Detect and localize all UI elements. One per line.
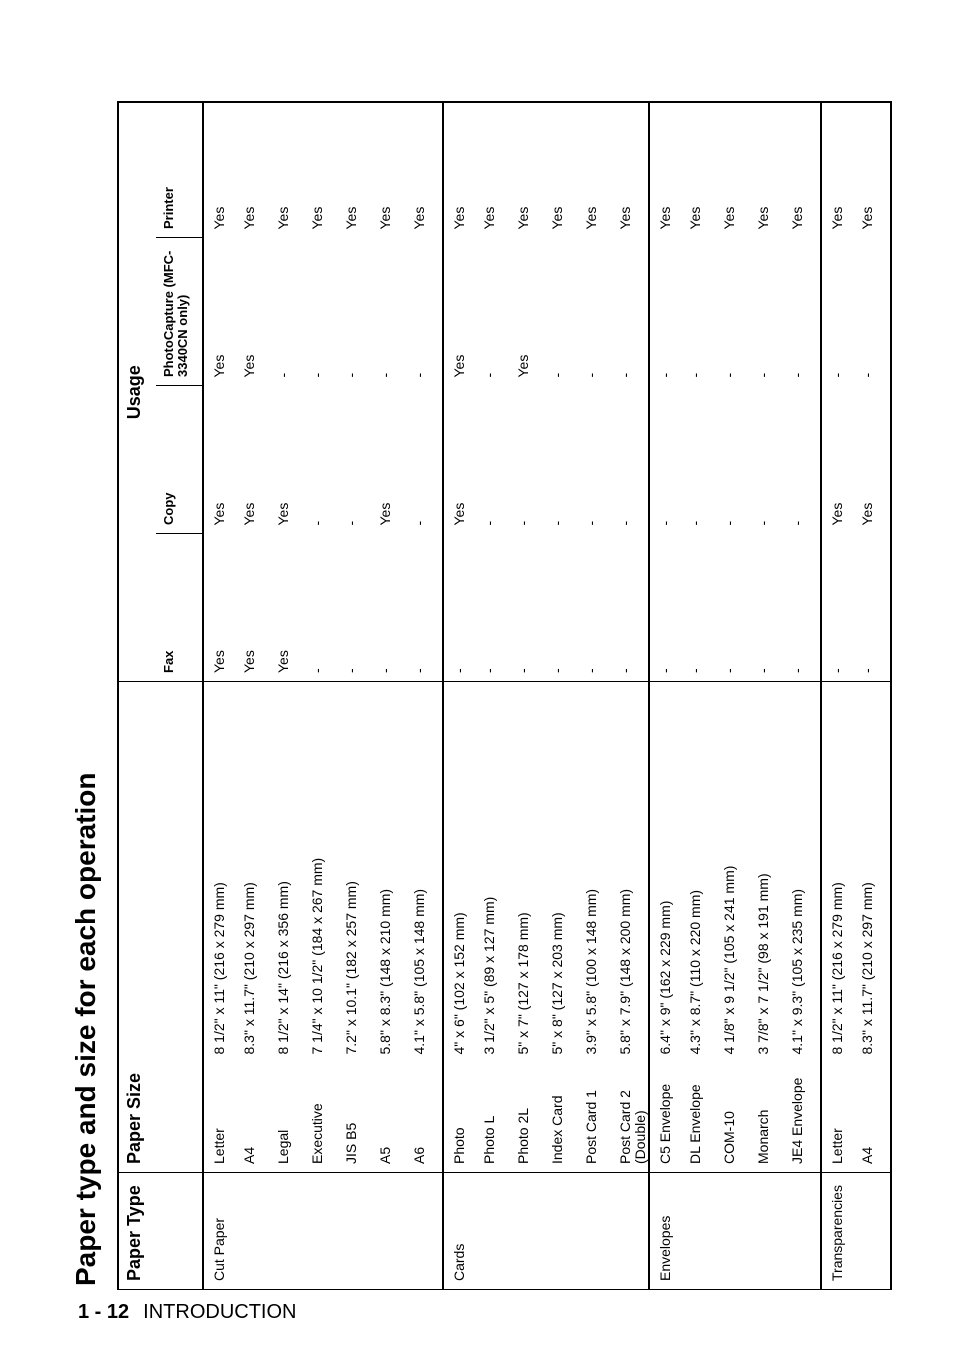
table-row: [374, 103, 408, 1290]
printer-cell: Yes: [408, 103, 443, 238]
paper-name-cell: JIS B5: [340, 1063, 374, 1173]
copy-cell: -: [614, 386, 649, 534]
paper-size-cell: 3 7/8" x 7 1/2" (98 x 191 mm): [755, 873, 771, 1055]
paper-name-cell: Monarch: [752, 1063, 786, 1173]
printer-cell: Yes: [786, 103, 821, 238]
fax-cell: Yes: [238, 534, 272, 682]
photocapture-cell: -: [649, 238, 684, 386]
copy-cell: -: [515, 520, 531, 526]
paper-name-cell: JE4 Envelope: [786, 1063, 821, 1173]
table-body: [203, 103, 891, 1290]
printer-cell: Yes: [856, 103, 891, 238]
paper-name-cell: DL Envelope: [684, 1063, 718, 1173]
printer-cell: Yes: [238, 103, 272, 238]
table-row: [752, 103, 786, 1290]
fax-cell: -: [443, 534, 478, 682]
paper-size-cell: 5.8" x 8.3" (148 x 210 mm): [377, 888, 393, 1055]
table-row: [272, 103, 306, 1290]
table-row: [478, 103, 512, 1290]
photocapture-cell: -: [687, 372, 703, 378]
paper-size-cell: 8 1/2" x 11" (216 x 279 mm): [821, 682, 856, 1063]
fax-cell: Yes: [272, 534, 306, 682]
paper-size-cell: 5" x 8" (127 x 203 mm): [549, 912, 565, 1055]
photocapture-cell: Yes: [443, 238, 478, 386]
paper-size-cell: 4.1" x 9.3" (105 x 235 mm): [786, 682, 821, 1063]
printer-cell: Yes: [614, 103, 649, 238]
printer-cell: Yes: [443, 103, 478, 238]
table-row: [512, 103, 546, 1290]
table-row: [614, 103, 649, 1290]
photocapture-cell: -: [309, 372, 325, 378]
paper-name-cell: Post Card 2 (Double): [614, 1063, 649, 1173]
header-copy: Copy: [156, 386, 203, 534]
printer-cell: Yes: [478, 103, 512, 238]
table-row: [443, 103, 478, 1290]
paper-name-cell: Legal: [272, 1063, 306, 1173]
printer-cell: Yes: [752, 103, 786, 238]
header-fax: Fax: [156, 534, 203, 682]
fax-cell: Yes: [203, 534, 238, 682]
copy-cell: Yes: [377, 502, 393, 526]
paper-name-cell: Photo L: [478, 1063, 512, 1173]
paper-size-cell: 7.2" x 10.1" (182 x 257 mm): [343, 881, 359, 1055]
table-row: [238, 103, 272, 1290]
printer-cell: Yes: [512, 103, 546, 238]
fax-cell: -: [340, 534, 374, 682]
paper-size-cell: 6.4" x 9" (162 x 229 mm): [649, 682, 684, 1063]
fax-cell: -: [649, 534, 684, 682]
table-row: [856, 103, 891, 1290]
paper-size-cell: 4.3" x 8.7" (110 x 220 mm): [687, 889, 703, 1055]
photocapture-cell: -: [377, 372, 393, 378]
copy-cell: -: [583, 520, 599, 526]
header-printer: Printer: [156, 103, 203, 238]
table-row: [340, 103, 374, 1290]
photocapture-cell: Yes: [515, 354, 531, 378]
photocapture-cell: Yes: [241, 354, 257, 378]
copy-cell: -: [309, 520, 325, 526]
page-number: 1 - 12: [78, 1301, 130, 1323]
paper-size-cell: 5" x 7" (127 x 178 mm): [515, 912, 531, 1055]
paper-size-cell: 5.8" x 7.9" (148 x 200 mm): [614, 682, 649, 1063]
fax-cell: -: [478, 534, 512, 682]
fax-cell: -: [821, 534, 856, 682]
paper-name-cell: C5 Envelope: [649, 1063, 684, 1173]
header-paper-size: Paper Size: [118, 682, 203, 1173]
copy-cell: Yes: [275, 502, 291, 526]
paper-size-cell: 4 1/8" x 9 1/2" (105 x 241 mm): [721, 865, 737, 1055]
paper-size-cell: 3.9" x 5.8" (100 x 148 mm): [583, 888, 599, 1055]
photocapture-cell: Yes: [203, 238, 238, 386]
fax-cell: -: [306, 534, 340, 682]
copy-cell: Yes: [856, 386, 891, 534]
fax-cell: -: [580, 534, 614, 682]
photocapture-cell: -: [583, 372, 599, 378]
fax-cell: -: [718, 534, 752, 682]
copy-cell: -: [755, 520, 771, 526]
paper-name-cell: A4: [856, 1063, 891, 1173]
printer-cell: Yes: [821, 103, 856, 238]
table-row: [306, 103, 340, 1290]
photocapture-cell: -: [856, 238, 891, 386]
page-title: Paper type and size for each operation: [70, 772, 101, 1286]
table-row: [718, 103, 752, 1290]
copy-cell: -: [481, 520, 497, 526]
copy-cell: Yes: [241, 502, 257, 526]
table-row: [786, 103, 821, 1290]
photocapture-cell: -: [614, 238, 649, 386]
photocapture-cell: -: [408, 238, 443, 386]
header-photocapture: PhotoCapture (MFC-3340CN only): [156, 238, 203, 386]
fax-cell: -: [546, 534, 580, 682]
printer-cell: Yes: [649, 103, 684, 238]
printer-cell: Yes: [546, 103, 580, 238]
photocapture-cell: -: [755, 372, 771, 378]
table-row: [821, 103, 856, 1290]
copy-cell: -: [721, 520, 737, 526]
table-row: [580, 103, 614, 1290]
copy-cell: -: [687, 520, 703, 526]
photocapture-cell: -: [786, 238, 821, 386]
paper-type-table: [117, 102, 892, 1291]
paper-size-cell: 3 1/2" x 5" (89 x 127 mm): [481, 896, 497, 1055]
photocapture-cell: -: [549, 372, 565, 378]
copy-cell: -: [786, 386, 821, 534]
printer-cell: Yes: [374, 103, 408, 238]
copy-cell: -: [549, 520, 565, 526]
copy-cell: Yes: [821, 386, 856, 534]
header-usage: Usage: [118, 103, 156, 682]
paper-type-cell: Envelopes: [649, 1173, 821, 1290]
photocapture-cell: -: [481, 372, 497, 378]
fax-cell: -: [408, 534, 443, 682]
paper-name-cell: Executive: [306, 1063, 340, 1173]
fax-cell: -: [684, 534, 718, 682]
photocapture-cell: -: [721, 372, 737, 378]
paper-name-cell: A6: [408, 1063, 443, 1173]
paper-name-cell: Photo 2L: [512, 1063, 546, 1173]
photocapture-cell: -: [821, 238, 856, 386]
photocapture-cell: -: [275, 372, 291, 378]
paper-size-cell: 8.3" x 11.7" (210 x 297 mm): [856, 682, 891, 1063]
fax-cell: -: [374, 534, 408, 682]
paper-name-cell: Photo: [443, 1063, 478, 1173]
paper-name-cell: Letter: [203, 1063, 238, 1173]
fax-cell: -: [856, 534, 891, 682]
fax-cell: -: [614, 534, 649, 682]
photocapture-cell: -: [343, 372, 359, 378]
table-row: [408, 103, 443, 1290]
paper-size-cell: 8.3" x 11.7" (210 x 297 mm): [241, 882, 257, 1055]
paper-size-cell: 7 1/4" x 10 1/2" (184 x 267 mm): [309, 857, 325, 1055]
fax-cell: -: [752, 534, 786, 682]
table-row: [649, 103, 684, 1290]
paper-name-cell: A5: [374, 1063, 408, 1173]
paper-size-cell: 4.1" x 5.8" (105 x 148 mm): [408, 682, 443, 1063]
table-row: [203, 103, 238, 1290]
page-footer: [78, 1301, 296, 1324]
table-row: [684, 103, 718, 1290]
copy-cell: Yes: [203, 386, 238, 534]
paper-size-cell: 8 1/2" x 14" (216 x 356 mm): [275, 881, 291, 1055]
paper-name-cell: COM-10: [718, 1063, 752, 1173]
header-paper-type: Paper Type: [118, 1173, 203, 1290]
fax-cell: -: [786, 534, 821, 682]
printer-cell: Yes: [684, 103, 718, 238]
paper-name-cell: Letter: [821, 1063, 856, 1173]
copy-cell: Yes: [443, 386, 478, 534]
printer-cell: Yes: [306, 103, 340, 238]
section-name: INTRODUCTION: [143, 1301, 297, 1323]
paper-name-cell: A4: [238, 1063, 272, 1173]
copy-cell: -: [649, 386, 684, 534]
printer-cell: Yes: [203, 103, 238, 238]
copy-cell: -: [343, 520, 359, 526]
rotated-page-content: [70, 85, 875, 1290]
copy-cell: -: [408, 386, 443, 534]
table-row: [546, 103, 580, 1290]
printer-cell: Yes: [340, 103, 374, 238]
paper-name-cell: Post Card 1: [580, 1063, 614, 1173]
paper-size-cell: 8 1/2" x 11" (216 x 279 mm): [203, 682, 238, 1063]
paper-size-cell: 4" x 6" (102 x 152 mm): [443, 682, 478, 1063]
paper-table-container: [117, 102, 892, 1291]
paper-type-cell: Cards: [443, 1173, 649, 1290]
printer-cell: Yes: [580, 103, 614, 238]
paper-type-cell: Transparencies: [821, 1173, 891, 1290]
paper-name-cell: Index Card: [546, 1063, 580, 1173]
fax-cell: -: [512, 534, 546, 682]
paper-type-cell: Cut Paper: [203, 1173, 443, 1290]
printer-cell: Yes: [718, 103, 752, 238]
printer-cell: Yes: [272, 103, 306, 238]
